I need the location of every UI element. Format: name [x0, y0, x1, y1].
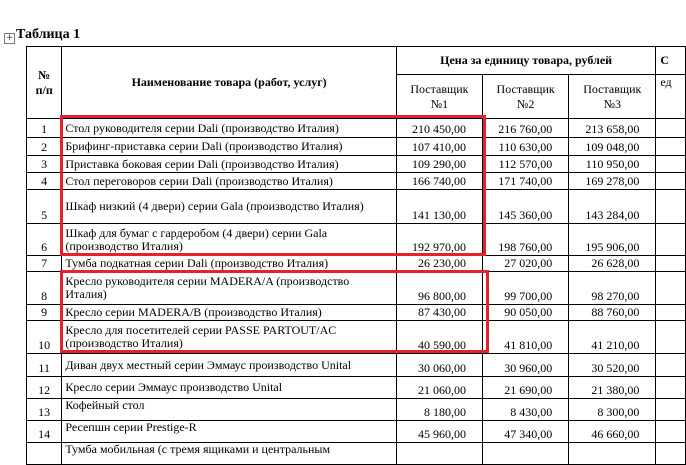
- clipped-cell: [656, 377, 686, 399]
- price-supplier-1: [396, 443, 482, 465]
- price-supplier-2: 198 760,00: [483, 224, 569, 256]
- row-number: 8: [27, 272, 62, 305]
- header-supplier-3: Поставщик №3: [569, 75, 656, 119]
- clipped-cell: [656, 190, 686, 224]
- price-supplier-1: 107 410,00: [396, 138, 482, 156]
- product-name: Брифинг-приставка серии Dali (производство Италия): [62, 138, 396, 156]
- price-supplier-2: 47 340,00: [483, 421, 569, 443]
- price-supplier-3: 98 270,00: [569, 272, 656, 305]
- header-price-group: Цена за единицу товара, рублей: [396, 47, 656, 75]
- price-supplier-1: 166 740,00: [396, 173, 482, 190]
- row-number: 2: [27, 138, 62, 156]
- table-row: [27, 138, 686, 156]
- clipped-cell: [656, 305, 686, 321]
- product-name: Кресло серии MADERA/B (производство Италия): [62, 305, 396, 321]
- price-supplier-2: 145 360,00: [483, 190, 569, 224]
- header-number: № п/п: [27, 47, 62, 119]
- row-number: 12: [27, 377, 62, 399]
- price-supplier-3: 8 300,00: [569, 399, 656, 421]
- row-number: 11: [27, 354, 62, 377]
- product-name: Шкаф низкий (4 двери) серии Gala (производство Италия): [62, 190, 396, 224]
- row-number: 10: [27, 321, 62, 354]
- table-caption: Таблица 1: [16, 27, 81, 42]
- row-number: 13: [27, 399, 62, 421]
- clipped-cell: [656, 272, 686, 305]
- header-supplier-1: Поставщик №1: [396, 75, 482, 119]
- price-supplier-2: 8 430,00: [483, 399, 569, 421]
- price-supplier-2: 27 020,00: [483, 256, 569, 272]
- price-supplier-2: 110 630,00: [483, 138, 569, 156]
- row-number: 9: [27, 305, 62, 321]
- table-row: [27, 272, 686, 305]
- product-name: Кресло для посетителей серии PASSE PARTOUT/AC (производство Италия): [62, 321, 396, 354]
- price-supplier-3: 26 628,00: [569, 256, 656, 272]
- product-name: Кофейный стол: [62, 399, 396, 421]
- product-name: Стол руководителя серии Dali (производство Италия): [62, 119, 396, 138]
- header-clipped-col-top: С: [656, 47, 686, 75]
- table-row: [27, 443, 686, 465]
- row-number: 6: [27, 224, 62, 256]
- price-supplier-2: 216 760,00: [483, 119, 569, 138]
- price-supplier-2: 171 740,00: [483, 173, 569, 190]
- price-supplier-3: 88 760,00: [569, 305, 656, 321]
- row-number: 1: [27, 119, 62, 138]
- clipped-cell: [656, 399, 686, 421]
- table-row: [27, 224, 686, 256]
- row-number: 14: [27, 421, 62, 443]
- price-supplier-1: 40 590,00: [396, 321, 482, 354]
- table-row: [27, 119, 686, 138]
- price-supplier-1: 210 450,00: [396, 119, 482, 138]
- header-clipped-col-bottom: ед: [656, 75, 686, 119]
- price-supplier-2: [483, 443, 569, 465]
- table-row: [27, 190, 686, 224]
- price-supplier-1: 21 060,00: [396, 377, 482, 399]
- price-supplier-2: 90 050,00: [483, 305, 569, 321]
- row-number: [27, 443, 62, 465]
- product-name: Приставка боковая серии Dali (производство Италия): [62, 156, 396, 173]
- price-supplier-3: 21 380,00: [569, 377, 656, 399]
- table-row: [27, 377, 686, 399]
- table-row: [27, 173, 686, 190]
- price-supplier-1: 109 290,00: [396, 156, 482, 173]
- table-row: [27, 256, 686, 272]
- clipped-cell: [656, 256, 686, 272]
- clipped-cell: [656, 156, 686, 173]
- clipped-cell: [656, 354, 686, 377]
- clipped-cell: [656, 138, 686, 156]
- price-supplier-3: 109 048,00: [569, 138, 656, 156]
- price-supplier-1: 141 130,00: [396, 190, 482, 224]
- product-name: Диван двух местный серии Эммаус производство Unital: [62, 354, 396, 377]
- price-supplier-1: 45 960,00: [396, 421, 482, 443]
- price-supplier-1: 8 180,00: [396, 399, 482, 421]
- product-name: Кресло руководителя серии MADERA/A (производство Италия): [62, 272, 396, 305]
- price-supplier-3: 195 906,00: [569, 224, 656, 256]
- price-supplier-3: 46 660,00: [569, 421, 656, 443]
- product-name: Тумба подкатная серии Dali (производство Италия): [62, 256, 396, 272]
- price-supplier-3: [569, 443, 656, 465]
- table-row: [27, 399, 686, 421]
- price-supplier-3: 110 950,00: [569, 156, 656, 173]
- price-supplier-2: 112 570,00: [483, 156, 569, 173]
- price-supplier-1: 96 800,00: [396, 272, 482, 305]
- price-supplier-3: 41 210,00: [569, 321, 656, 354]
- table-row: [27, 156, 686, 173]
- header-supplier-2: Поставщик №2: [483, 75, 569, 119]
- clipped-cell: [656, 443, 686, 465]
- price-supplier-3: 30 520,00: [569, 354, 656, 377]
- product-name: Шкаф для бумаг с гардеробом (4 двери) серии Gala (производство Италия): [62, 224, 396, 256]
- table-row: [27, 421, 686, 443]
- price-supplier-3: 169 278,00: [569, 173, 656, 190]
- price-supplier-2: 30 960,00: [483, 354, 569, 377]
- product-name: Ресепшн серии Prestige-R: [62, 421, 396, 443]
- row-number: 5: [27, 190, 62, 224]
- clipped-cell: [656, 421, 686, 443]
- price-supplier-2: 21 690,00: [483, 377, 569, 399]
- row-number: 3: [27, 156, 62, 173]
- clipped-cell: [656, 224, 686, 256]
- product-name: Тумба мобильная (с тремя ящиками и центральным: [62, 443, 396, 465]
- row-number: 7: [27, 256, 62, 272]
- table-row: [27, 305, 686, 321]
- price-supplier-1: 192 970,00: [396, 224, 482, 256]
- price-supplier-1: 30 060,00: [396, 354, 482, 377]
- clipped-cell: [656, 119, 686, 138]
- row-number: 4: [27, 173, 62, 190]
- clipped-cell: [656, 321, 686, 354]
- price-supplier-3: 213 658,00: [569, 119, 656, 138]
- header-product-name: Наименование товара (работ, услуг): [62, 47, 396, 119]
- price-supplier-1: 26 230,00: [396, 256, 482, 272]
- price-supplier-2: 99 700,00: [483, 272, 569, 305]
- clipped-cell: [656, 173, 686, 190]
- product-name: Стол переговоров серии Dali (производство Италия): [62, 173, 396, 190]
- table-move-handle-icon[interactable]: +: [5, 33, 14, 43]
- price-supplier-3: 143 284,00: [569, 190, 656, 224]
- table-row: [27, 354, 686, 377]
- table-row: [27, 321, 686, 354]
- price-supplier-2: 41 810,00: [483, 321, 569, 354]
- product-name: Кресло серии Эммаус производство Unital: [62, 377, 396, 399]
- price-supplier-1: 87 430,00: [396, 305, 482, 321]
- price-table: [26, 46, 686, 465]
